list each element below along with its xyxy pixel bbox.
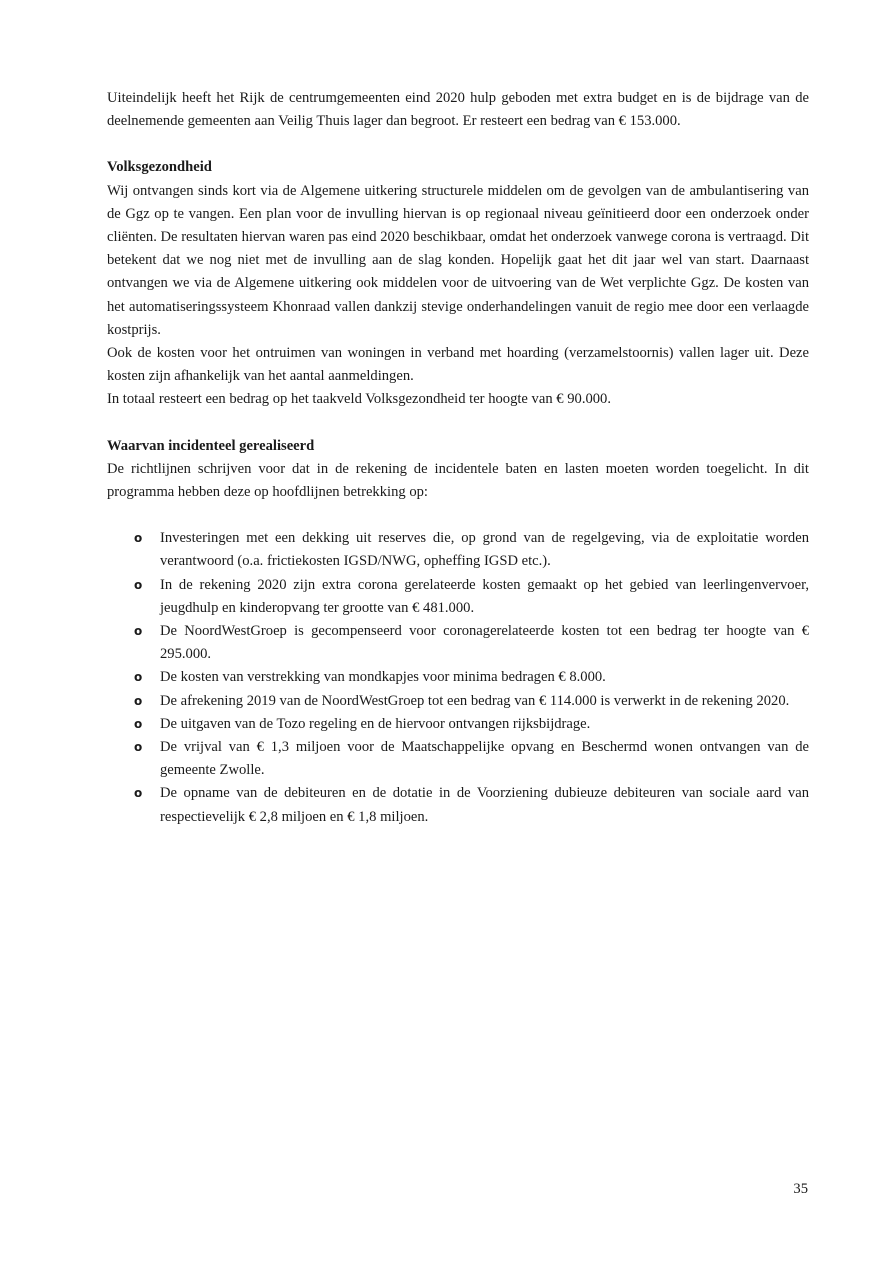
spacer [107,412,809,435]
volksgezondheid-paragraph-2: Ook de kosten voor het ontruimen van woningen in verband met hoarding (verzamelstoornis) vallen lager uit. Deze kosten zijn afhankelijk van het aantal aanmeldingen. [107,345,809,385]
list-item-text: De NoordWestGroep is gecompenseerd voor coronagerelateerde kosten tot een bedrag ter hoogte van € 295.000. [160,623,809,663]
bullet-marker: o [134,670,143,685]
list-item [107,713,809,736]
incidenteel-paragraph-1: De richtlijnen schrijven voor dat in de rekening de incidentele baten en lasten moeten worden toegelicht. In dit programma hebben deze op hoofdlijnen betrekking op: [107,460,809,501]
spacer [107,504,809,527]
list-item [107,574,809,620]
bullet-marker: o [134,531,143,546]
incidental-items-list [107,527,809,829]
list-item-text: Investeringen met een dekking uit reserves die, op grond van de regelgeving, via de exploitatie worden verantwoord (o.a. frictiekosten IGSD/NWG, opheffing IGSD etc.). [160,530,809,570]
volksgezondheid-paragraph-1: Wij ontvangen sinds kort via de Algemene uitkering structurele middelen om de gevolgen van de ambulantisering van de Ggz op te vangen. Een plan voor de invulling hiervan is op regionaal niveau geïnitieerd door een onderzoek onder cliënten. De resultaten hiervan waren pas eind 2020 beschikbaar, omdat het onderzoek vanwege corona is vertraagd. Dit betekent dat we nog niet met de invulling aan de slag konden. Hopelijk gaat het dit jaar wel van start. Daarnaast ontvangen we via de Algemene uitkering ook middelen voor de uitvoering van de Wet verplichte Ggz. De kosten van het automatiseringssysteem Khonraad vallen dankzij stevige onderhandelingen vanuit de regio mee door een verlaagde kostprijs. [107,182,809,338]
list-item [107,736,809,782]
list-item [107,620,809,666]
list-item-text: De kosten van verstrekking van mondkapjes voor minima bedragen € 8.000. [160,669,606,686]
page-number: 35 [793,1181,808,1197]
spacer [107,133,809,156]
list-item [107,527,809,573]
section-heading-volksgezondheid: Volksgezondheid [107,159,212,176]
intro-paragraph: Uiteindelijk heeft het Rijk de centrumgemeenten eind 2020 hulp geboden met extra budget en is de bijdrage van de deelnemende gemeenten aan Veilig Thuis lager dan begroot. Er resteert een bedrag van € 153.000. [107,90,809,130]
bullet-marker: o [134,716,143,731]
bullet-marker: o [134,577,143,592]
list-item-text: De opname van de debiteuren en de dotatie in de Voorziening dubieuze debiteuren van sociale aard van respectievelijk € 2,8 miljoen en € 1,8 miljoen. [160,785,809,825]
bullet-marker: o [134,786,143,801]
bullet-marker: o [134,693,143,708]
list-item [107,666,809,689]
list-item-text: In de rekening 2020 zijn extra corona gerelateerde kosten gemaakt op het gebied van leerlingenvervoer, jeugdhulp en kinderopvang ter grootte van € 481.000. [160,576,809,616]
section-heading-incidenteel: Waarvan incidenteel gerealiseerd [107,437,315,454]
list-item-text: De vrijval van € 1,3 miljoen voor de Maatschappelijke opvang en Beschermd wonen ontvangen van de gemeente Zwolle. [160,739,809,779]
list-item [107,690,809,713]
list-item-text: De uitgaven van de Tozo regeling en de hiervoor ontvangen rijksbijdrage. [160,715,591,732]
volksgezondheid-paragraph-3: In totaal resteert een bedrag op het taakveld Volksgezondheid ter hoogte van € 90.000. [107,391,612,408]
bullet-marker: o [134,624,143,639]
list-item-text: De afrekening 2019 van de NoordWestGroep tot een bedrag van € 114.000 is verwerkt in de rekening 2020. [160,692,790,709]
bullet-marker: o [134,740,143,755]
list-item [107,782,809,828]
page-body [107,87,809,829]
